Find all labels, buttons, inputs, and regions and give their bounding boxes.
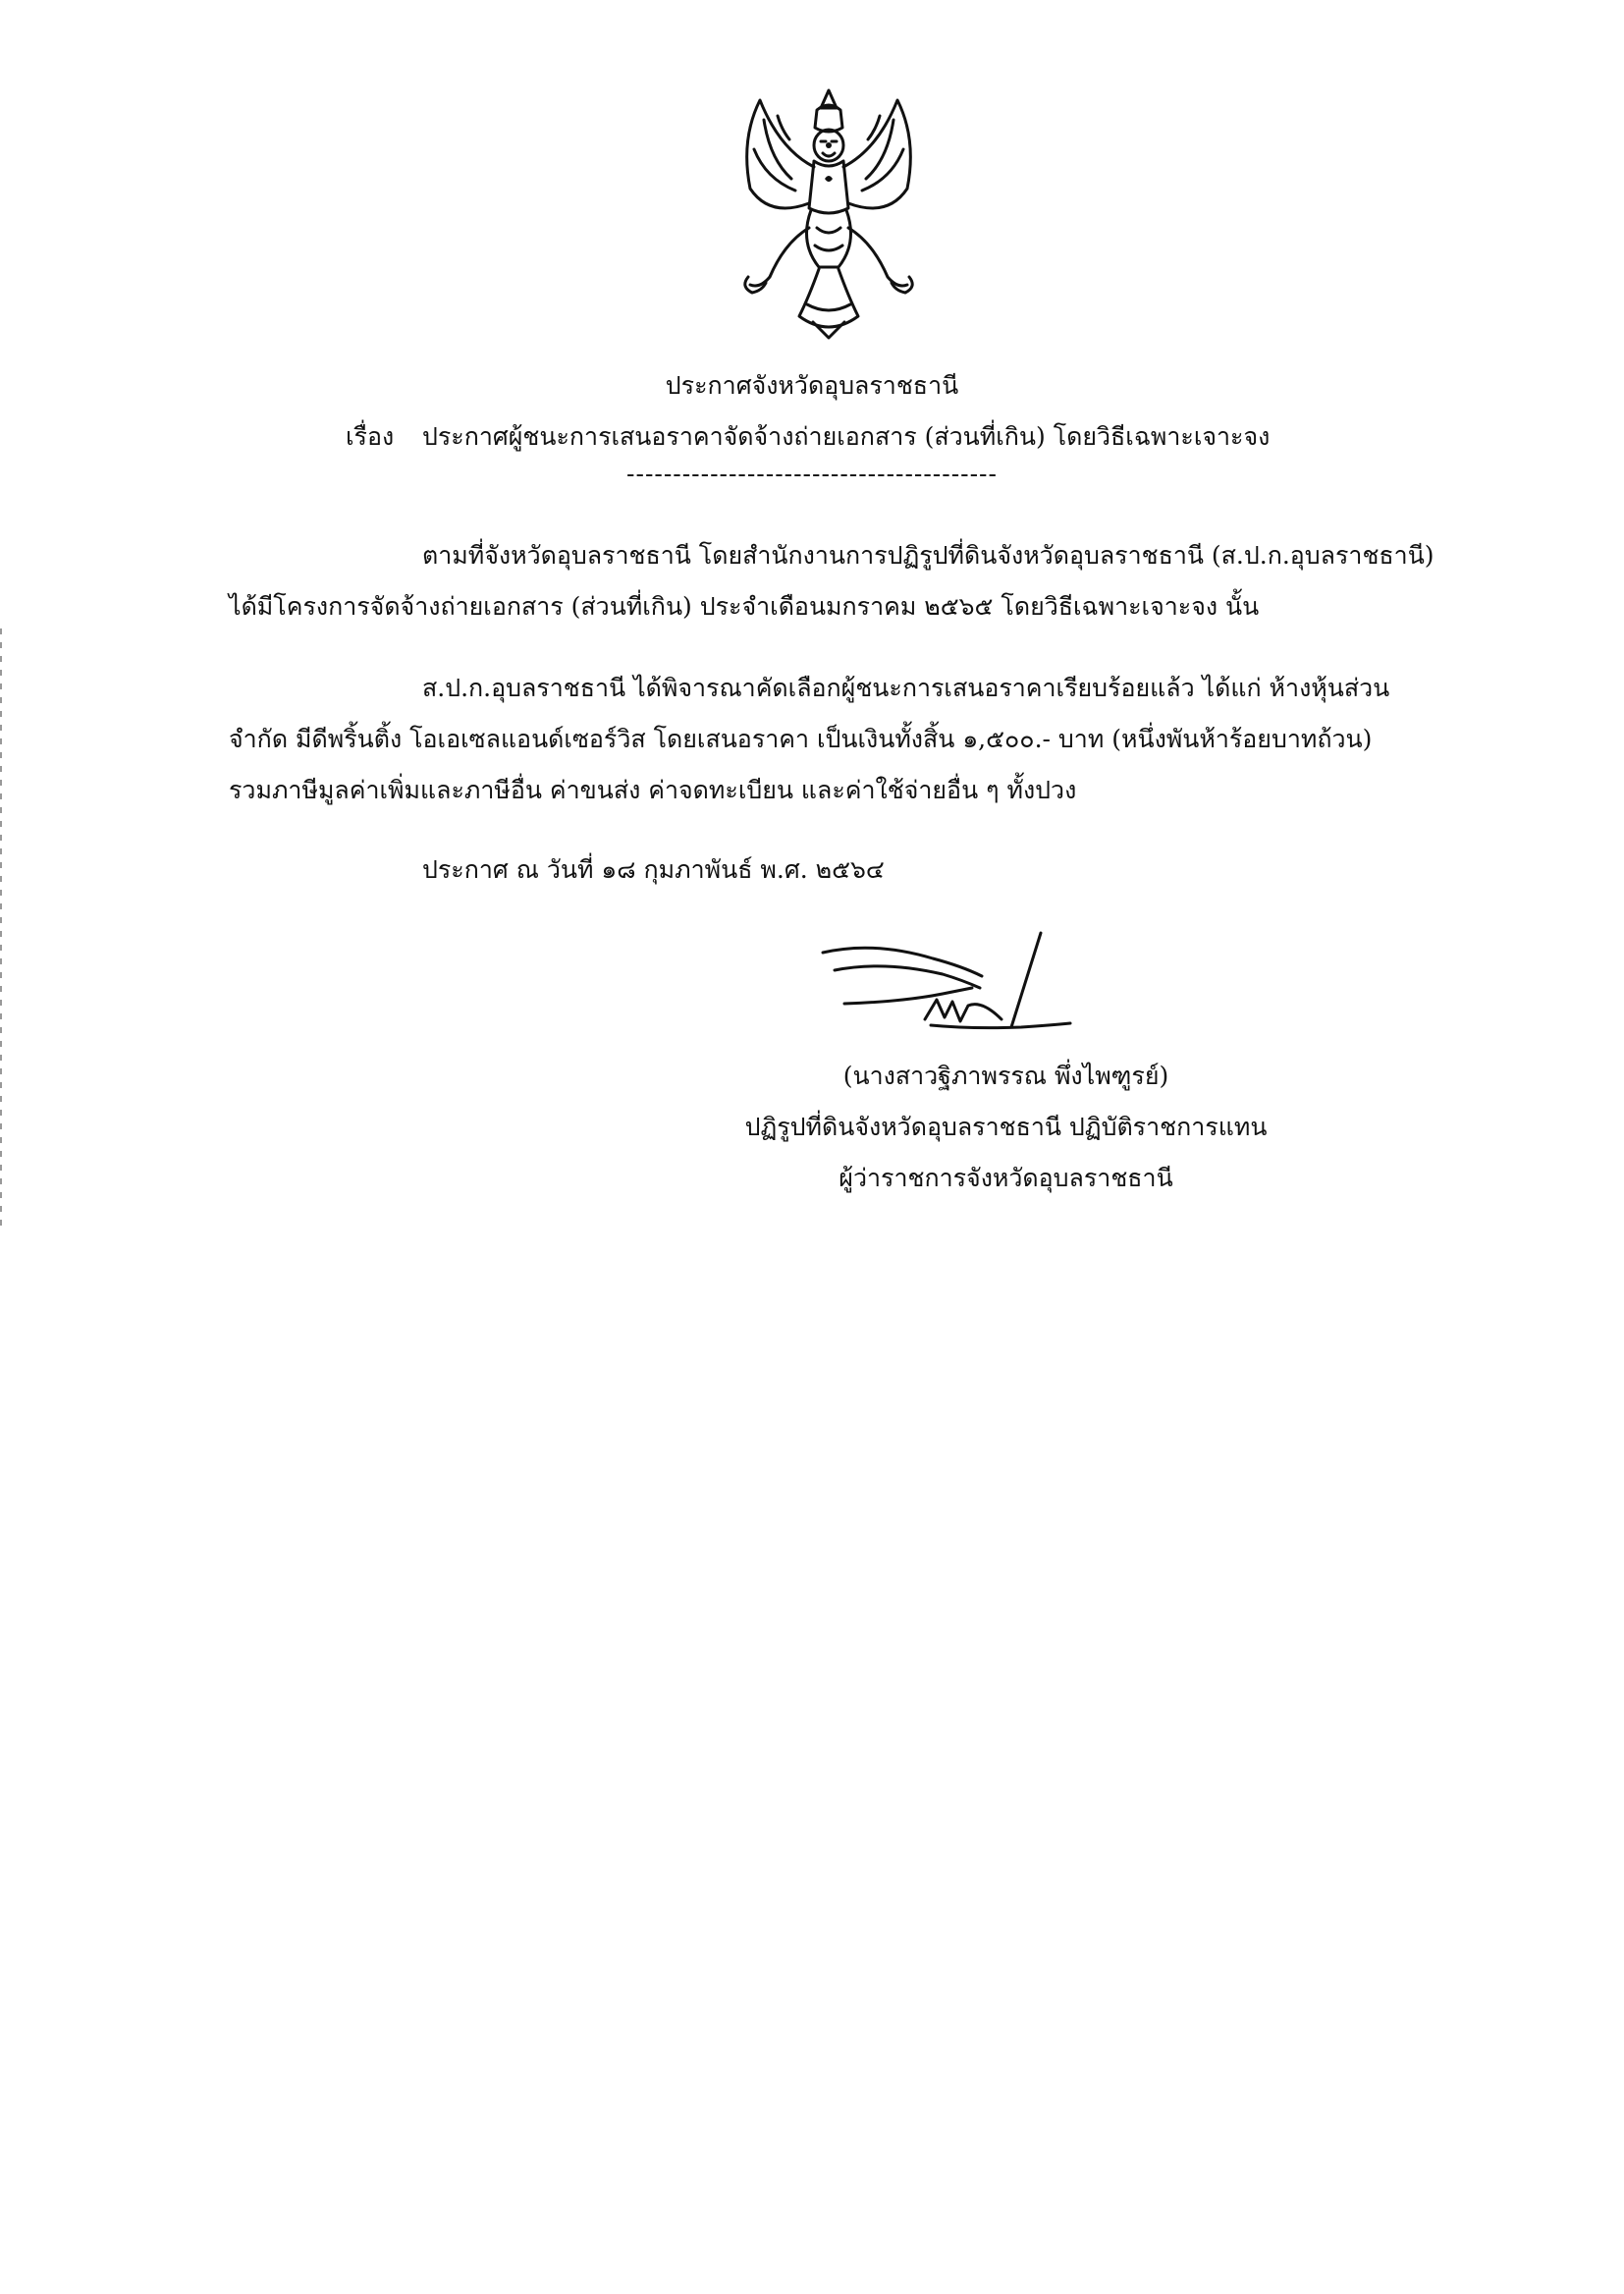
- announcement-title: ประกาศจังหวัดอุบลราชธานี: [665, 371, 959, 400]
- divider: ----------------------------------------: [626, 460, 998, 488]
- paragraph-2-line-3: รวมภาษีมูลค่าเพิ่มและภาษีอื่น ค่าขนส่ง ค่าจดทะเบียน และค่าใช้จ่ายอื่น ๆ ทั้งปวง: [229, 776, 1077, 804]
- paragraph-1-line-2: ได้มีโครงการจัดจ้างถ่ายเอกสาร (ส่วนที่เกิน) ประจำเดือนมกราคม ๒๕๖๕ โดยวิธีเฉพาะเจาะจง นั้น: [229, 592, 1260, 621]
- subject-label: เรื่อง: [346, 422, 395, 451]
- handwritten-signature: [815, 931, 1139, 1049]
- signatory-position-2: ผู้ว่าราชการจังหวัดอุบลราชธานี: [839, 1164, 1173, 1192]
- signatory-name: (นางสาวฐิภาพรรณ พึ่งไพฑูรย์): [842, 1062, 1169, 1090]
- signatory-position-1: ปฏิรูปที่ดินจังหวัดอุบลราชธานี ปฏิบัติราชการแทน: [744, 1113, 1268, 1141]
- paragraph-1-line-1: ตามที่จังหวัดอุบลราชธานี โดยสำนักงานการปฏิรูปที่ดินจังหวัดอุบลราชธานี (ส.ป.ก.อุบลราชธานี): [422, 541, 1435, 570]
- scan-edge-mark: [0, 628, 2, 1228]
- paragraph-2-line-2: จำกัด มีดีพริ้นติ้ง โอเอเซลแอนด์เซอร์วิส โดยเสนอราคา เป็นเงินทั้งสิ้น ๑,๕๐๐.- บาท (หนึ่งพันห้าร้อยบาทถ้วน): [229, 725, 1373, 753]
- garuda-emblem-icon: [731, 81, 927, 346]
- announcement-date: ประกาศ ณ วันที่ ๑๘ กุมภาพันธ์ พ.ศ. ๒๕๖๔: [422, 855, 885, 884]
- paragraph-2-line-1: ส.ป.ก.อุบลราชธานี ได้พิจารณาคัดเลือกผู้ชนะการเสนอราคาเรียบร้อยแล้ว ได้แก่ ห้างหุ้นส่วน: [422, 674, 1390, 702]
- subject-text: ประกาศผู้ชนะการเสนอราคาจัดจ้างถ่ายเอกสาร (ส่วนที่เกิน) โดยวิธีเฉพาะเจาะจง: [422, 422, 1271, 451]
